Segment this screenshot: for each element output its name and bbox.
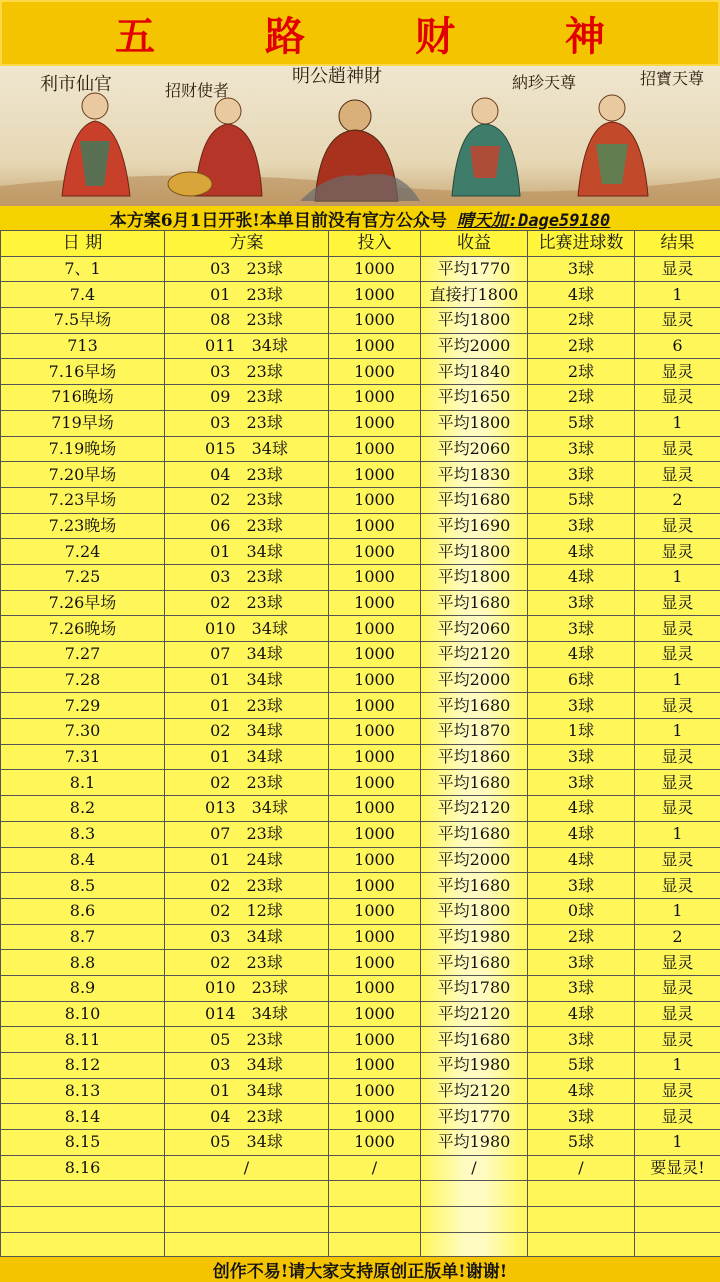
profit-cell: / — [421, 1155, 528, 1181]
date-cell: 8.8 — [1, 950, 165, 976]
plan-cell: 02 23球 — [165, 590, 329, 616]
stake-cell: 1000 — [329, 642, 421, 668]
date-cell — [1, 1207, 165, 1233]
stake-cell — [329, 1181, 421, 1207]
table-row — [1, 385, 720, 411]
profit-cell: 平均1770 — [421, 1104, 528, 1130]
date-cell: 7.20早场 — [1, 462, 165, 488]
table-row — [1, 975, 720, 1001]
result-cell: 显灵 — [635, 950, 720, 976]
profit-cell: 直接打1800 — [421, 282, 528, 308]
table-row — [1, 359, 720, 385]
result-cell: 显灵 — [635, 847, 720, 873]
table-row — [1, 1001, 720, 1027]
notice-text: 本方案6月1日开张!本单目前没有官方公众号 — [110, 206, 447, 231]
table-row — [1, 821, 720, 847]
table-body — [1, 256, 720, 1258]
stake-cell: 1000 — [329, 616, 421, 642]
result-cell: 显灵 — [635, 590, 720, 616]
profit-cell: 平均2000 — [421, 333, 528, 359]
result-cell: 2 — [635, 487, 720, 513]
plan-cell: 05 23球 — [165, 1027, 329, 1053]
result-cell: 显灵 — [635, 693, 720, 719]
goals-cell: 6球 — [528, 667, 635, 693]
result-cell: 显灵 — [635, 256, 720, 282]
column-header: 投入 — [329, 231, 421, 257]
profit-cell: 平均1680 — [421, 487, 528, 513]
title-bar — [0, 0, 720, 66]
table-row — [1, 1078, 720, 1104]
goals-cell: 5球 — [528, 1053, 635, 1079]
result-cell: 显灵 — [635, 513, 720, 539]
goals-cell: / — [528, 1155, 635, 1181]
date-cell: 8.2 — [1, 796, 165, 822]
stake-cell: 1000 — [329, 333, 421, 359]
profit-cell: 平均1830 — [421, 462, 528, 488]
stake-cell: 1000 — [329, 410, 421, 436]
profit-cell: 平均1980 — [421, 1053, 528, 1079]
plan-cell: 01 24球 — [165, 847, 329, 873]
table-header-row — [1, 231, 720, 257]
goals-cell: 2球 — [528, 333, 635, 359]
stake-cell: 1000 — [329, 1001, 421, 1027]
profit-cell: 平均2120 — [421, 796, 528, 822]
goals-cell: 5球 — [528, 410, 635, 436]
date-cell: 8.10 — [1, 1001, 165, 1027]
plan-cell: 04 23球 — [165, 1104, 329, 1130]
goals-cell: 4球 — [528, 539, 635, 565]
profit-cell: 平均2120 — [421, 1078, 528, 1104]
table-row — [1, 1207, 720, 1233]
plan-cell: 06 23球 — [165, 513, 329, 539]
plan-cell: 01 23球 — [165, 693, 329, 719]
stake-cell — [329, 1232, 421, 1258]
stake-cell: 1000 — [329, 796, 421, 822]
plan-cell: 07 34球 — [165, 642, 329, 668]
results-table — [0, 230, 720, 1259]
date-cell: 7.26早场 — [1, 590, 165, 616]
table-row — [1, 539, 720, 565]
plan-cell: 01 34球 — [165, 667, 329, 693]
table-row — [1, 1053, 720, 1079]
table-row — [1, 667, 720, 693]
profit-cell: 平均1800 — [421, 410, 528, 436]
result-cell: 显灵 — [635, 359, 720, 385]
goals-cell: 4球 — [528, 642, 635, 668]
date-cell: 8.3 — [1, 821, 165, 847]
goals-cell: 0球 — [528, 898, 635, 924]
profit-cell: 平均1680 — [421, 821, 528, 847]
table-row — [1, 744, 720, 770]
goals-cell: 3球 — [528, 513, 635, 539]
date-cell: 7.23早场 — [1, 487, 165, 513]
stake-cell: 1000 — [329, 873, 421, 899]
date-cell: 8.14 — [1, 1104, 165, 1130]
profit-cell: 平均1800 — [421, 564, 528, 590]
column-header: 结果 — [635, 231, 720, 257]
profit-cell: 平均1980 — [421, 1130, 528, 1156]
date-cell: 719早场 — [1, 410, 165, 436]
date-cell: 8.7 — [1, 924, 165, 950]
plan-cell: 03 23球 — [165, 410, 329, 436]
result-cell: 1 — [635, 564, 720, 590]
plan-cell: 08 23球 — [165, 308, 329, 334]
profit-cell: 平均1800 — [421, 539, 528, 565]
plan-cell: 03 23球 — [165, 564, 329, 590]
date-cell: 713 — [1, 333, 165, 359]
plan-cell — [165, 1181, 329, 1207]
goals-cell: 3球 — [528, 770, 635, 796]
date-cell: 7.27 — [1, 642, 165, 668]
result-cell: 显灵 — [635, 385, 720, 411]
plan-cell: 07 23球 — [165, 821, 329, 847]
date-cell: 7.30 — [1, 719, 165, 745]
stake-cell: 1000 — [329, 1078, 421, 1104]
plan-cell: 013 34球 — [165, 796, 329, 822]
profit-cell: 平均1690 — [421, 513, 528, 539]
result-cell: 显灵 — [635, 436, 720, 462]
result-cell: 显灵 — [635, 770, 720, 796]
plan-cell — [165, 1207, 329, 1233]
result-cell: 显灵 — [635, 975, 720, 1001]
profit-cell: 平均2060 — [421, 436, 528, 462]
stake-cell: 1000 — [329, 770, 421, 796]
table-row — [1, 1104, 720, 1130]
plan-cell: / — [165, 1155, 329, 1181]
plan-cell: 02 34球 — [165, 719, 329, 745]
date-cell: 7.29 — [1, 693, 165, 719]
deities-illustration — [0, 66, 720, 206]
goals-cell: 5球 — [528, 487, 635, 513]
table-row — [1, 616, 720, 642]
table-row — [1, 924, 720, 950]
stake-cell: 1000 — [329, 385, 421, 411]
goals-cell: 2球 — [528, 385, 635, 411]
goals-cell: 3球 — [528, 950, 635, 976]
result-cell: 显灵 — [635, 796, 720, 822]
table-row — [1, 462, 720, 488]
result-cell: 显灵 — [635, 744, 720, 770]
profit-cell: 平均1650 — [421, 385, 528, 411]
plan-cell: 03 34球 — [165, 1053, 329, 1079]
date-cell: 8.1 — [1, 770, 165, 796]
goals-cell: 3球 — [528, 1027, 635, 1053]
result-cell: 显灵 — [635, 1027, 720, 1053]
result-cell: 1 — [635, 667, 720, 693]
goals-cell: 3球 — [528, 873, 635, 899]
stake-cell: 1000 — [329, 975, 421, 1001]
result-cell: 显灵 — [635, 616, 720, 642]
profit-cell: 平均2120 — [421, 642, 528, 668]
profit-cell: 平均1680 — [421, 770, 528, 796]
profit-cell: 平均2120 — [421, 1001, 528, 1027]
stake-cell: 1000 — [329, 950, 421, 976]
date-cell: 7.26晚场 — [1, 616, 165, 642]
stake-cell: 1000 — [329, 744, 421, 770]
plan-cell: 03 34球 — [165, 924, 329, 950]
goals-cell: 3球 — [528, 590, 635, 616]
stake-cell: 1000 — [329, 564, 421, 590]
result-cell: 要显灵! — [635, 1155, 720, 1181]
table-row — [1, 796, 720, 822]
table-row — [1, 642, 720, 668]
table-row — [1, 1130, 720, 1156]
result-cell: 1 — [635, 821, 720, 847]
plan-cell — [165, 1232, 329, 1258]
date-cell: 7.19晚场 — [1, 436, 165, 462]
date-cell: 7.28 — [1, 667, 165, 693]
date-cell: 8.16 — [1, 1155, 165, 1181]
table-row — [1, 719, 720, 745]
stake-cell: 1000 — [329, 308, 421, 334]
banner-caption-5: 招寶天尊 — [640, 69, 704, 88]
plan-cell: 01 34球 — [165, 539, 329, 565]
table-row — [1, 256, 720, 282]
goals-cell: 3球 — [528, 693, 635, 719]
date-cell: 8.6 — [1, 898, 165, 924]
table-row — [1, 873, 720, 899]
stake-cell: 1000 — [329, 359, 421, 385]
date-cell: 7.25 — [1, 564, 165, 590]
table-row — [1, 436, 720, 462]
table-row — [1, 898, 720, 924]
stake-cell: 1000 — [329, 924, 421, 950]
table-row — [1, 847, 720, 873]
plan-cell: 04 23球 — [165, 462, 329, 488]
column-header: 比赛进球数 — [528, 231, 635, 257]
stake-cell: 1000 — [329, 1053, 421, 1079]
plan-cell: 014 34球 — [165, 1001, 329, 1027]
date-cell: 7.23晚场 — [1, 513, 165, 539]
goals-cell: 4球 — [528, 847, 635, 873]
result-cell: 1 — [635, 719, 720, 745]
table-row — [1, 590, 720, 616]
stake-cell: 1000 — [329, 487, 421, 513]
profit-cell: 平均1680 — [421, 873, 528, 899]
result-cell: 1 — [635, 1130, 720, 1156]
goals-cell: 4球 — [528, 564, 635, 590]
date-cell: 7、1 — [1, 256, 165, 282]
profit-cell: 平均1770 — [421, 256, 528, 282]
stake-cell: 1000 — [329, 436, 421, 462]
plan-cell: 01 34球 — [165, 1078, 329, 1104]
plan-cell: 02 23球 — [165, 950, 329, 976]
result-cell: 6 — [635, 333, 720, 359]
result-cell: 1 — [635, 410, 720, 436]
table-row — [1, 333, 720, 359]
result-cell: 显灵 — [635, 462, 720, 488]
goals-cell: 3球 — [528, 462, 635, 488]
goals-cell: 1球 — [528, 719, 635, 745]
page-title: 五 路 财 神 — [67, 5, 653, 62]
goals-cell — [528, 1232, 635, 1258]
table-row — [1, 564, 720, 590]
date-cell: 8.5 — [1, 873, 165, 899]
plan-cell: 03 23球 — [165, 256, 329, 282]
stake-cell: 1000 — [329, 667, 421, 693]
stake-cell: 1000 — [329, 513, 421, 539]
table-row — [1, 513, 720, 539]
date-cell: 8.13 — [1, 1078, 165, 1104]
date-cell — [1, 1181, 165, 1207]
goals-cell: 3球 — [528, 256, 635, 282]
notice-bar — [0, 206, 720, 230]
date-cell: 8.15 — [1, 1130, 165, 1156]
column-header: 方案 — [165, 231, 329, 257]
result-cell: 显灵 — [635, 1104, 720, 1130]
table-row — [1, 308, 720, 334]
goals-cell: 3球 — [528, 1104, 635, 1130]
result-cell: 1 — [635, 898, 720, 924]
goals-cell: 5球 — [528, 1130, 635, 1156]
goals-cell: 4球 — [528, 1001, 635, 1027]
plan-cell: 02 12球 — [165, 898, 329, 924]
plan-cell: 010 23球 — [165, 975, 329, 1001]
date-cell: 8.9 — [1, 975, 165, 1001]
date-cell: 7.31 — [1, 744, 165, 770]
table-row — [1, 693, 720, 719]
profit-cell: 平均1840 — [421, 359, 528, 385]
column-header: 日 期 — [1, 231, 165, 257]
goals-cell: 3球 — [528, 436, 635, 462]
banner-caption-4: 納珍天尊 — [512, 73, 576, 92]
plan-cell: 02 23球 — [165, 770, 329, 796]
profit-cell: 平均1680 — [421, 693, 528, 719]
stake-cell: 1000 — [329, 719, 421, 745]
result-cell — [635, 1232, 720, 1258]
result-cell: 显灵 — [635, 873, 720, 899]
stake-cell: 1000 — [329, 898, 421, 924]
profit-cell — [421, 1207, 528, 1233]
profit-cell: 平均2000 — [421, 847, 528, 873]
plan-cell: 010 34球 — [165, 616, 329, 642]
plan-cell: 01 23球 — [165, 282, 329, 308]
goals-cell — [528, 1181, 635, 1207]
result-cell: 1 — [635, 282, 720, 308]
table-row — [1, 487, 720, 513]
stake-cell — [329, 1207, 421, 1233]
stake-cell: 1000 — [329, 821, 421, 847]
banner-caption-1: 利市仙官 — [40, 74, 112, 95]
profit-cell: 平均1780 — [421, 975, 528, 1001]
result-cell: 显灵 — [635, 539, 720, 565]
date-cell: 7.16早场 — [1, 359, 165, 385]
goals-cell: 3球 — [528, 744, 635, 770]
banner-caption-3: 明公趙神財 — [292, 66, 382, 87]
stake-cell: 1000 — [329, 590, 421, 616]
banner-caption-2: 招财使者 — [165, 81, 229, 100]
date-cell: 7.5早场 — [1, 308, 165, 334]
goals-cell: 4球 — [528, 821, 635, 847]
table-row — [1, 770, 720, 796]
table-row — [1, 1027, 720, 1053]
stake-cell: 1000 — [329, 1130, 421, 1156]
plan-cell: 011 34球 — [165, 333, 329, 359]
goals-cell: 2球 — [528, 924, 635, 950]
table-row — [1, 950, 720, 976]
date-cell: 716晚场 — [1, 385, 165, 411]
plan-cell: 01 34球 — [165, 744, 329, 770]
profit-cell: 平均1680 — [421, 590, 528, 616]
stake-cell: 1000 — [329, 1027, 421, 1053]
goals-cell: 2球 — [528, 359, 635, 385]
result-cell: 显灵 — [635, 308, 720, 334]
result-cell: 显灵 — [635, 1078, 720, 1104]
goals-cell: 3球 — [528, 975, 635, 1001]
stake-cell: 1000 — [329, 256, 421, 282]
date-cell: 8.11 — [1, 1027, 165, 1053]
profit-cell: 平均1680 — [421, 1027, 528, 1053]
date-cell — [1, 1232, 165, 1258]
result-cell — [635, 1207, 720, 1233]
plan-cell: 09 23球 — [165, 385, 329, 411]
stake-cell: 1000 — [329, 282, 421, 308]
profit-cell: 平均2060 — [421, 616, 528, 642]
plan-cell: 05 34球 — [165, 1130, 329, 1156]
goals-cell: 3球 — [528, 616, 635, 642]
goals-cell: 4球 — [528, 796, 635, 822]
contact-text: 晴天加:Dage59180 — [457, 206, 610, 231]
stake-cell: 1000 — [329, 462, 421, 488]
plan-cell: 02 23球 — [165, 487, 329, 513]
table-row — [1, 1155, 720, 1181]
goals-cell: 4球 — [528, 1078, 635, 1104]
profit-cell — [421, 1232, 528, 1258]
result-cell: 2 — [635, 924, 720, 950]
profit-cell: 平均1870 — [421, 719, 528, 745]
table-row — [1, 282, 720, 308]
table-row — [1, 1181, 720, 1207]
result-cell: 显灵 — [635, 1001, 720, 1027]
result-cell — [635, 1181, 720, 1207]
goals-cell: 4球 — [528, 282, 635, 308]
stake-cell: 1000 — [329, 847, 421, 873]
stake-cell: 1000 — [329, 693, 421, 719]
profit-cell: 平均1800 — [421, 898, 528, 924]
table-row — [1, 1232, 720, 1258]
date-cell: 7.4 — [1, 282, 165, 308]
stake-cell: 1000 — [329, 1104, 421, 1130]
date-cell: 8.12 — [1, 1053, 165, 1079]
plan-cell: 02 23球 — [165, 873, 329, 899]
profit-cell: 平均2000 — [421, 667, 528, 693]
goals-cell — [528, 1207, 635, 1233]
profit-cell: 平均1800 — [421, 308, 528, 334]
profit-cell — [421, 1181, 528, 1207]
stake-cell: / — [329, 1155, 421, 1181]
date-cell: 8.4 — [1, 847, 165, 873]
footer-banner: 创作不易!请大家支持原创正版单!谢谢! — [0, 1256, 720, 1282]
deities-banner-image — [0, 66, 720, 206]
result-cell: 显灵 — [635, 642, 720, 668]
stake-cell: 1000 — [329, 539, 421, 565]
table-row — [1, 410, 720, 436]
result-cell: 1 — [635, 1053, 720, 1079]
goals-cell: 2球 — [528, 308, 635, 334]
profit-cell: 平均1680 — [421, 950, 528, 976]
plan-cell: 015 34球 — [165, 436, 329, 462]
column-header: 收益 — [421, 231, 528, 257]
plan-cell: 03 23球 — [165, 359, 329, 385]
profit-cell: 平均1980 — [421, 924, 528, 950]
date-cell: 7.24 — [1, 539, 165, 565]
profit-cell: 平均1860 — [421, 744, 528, 770]
